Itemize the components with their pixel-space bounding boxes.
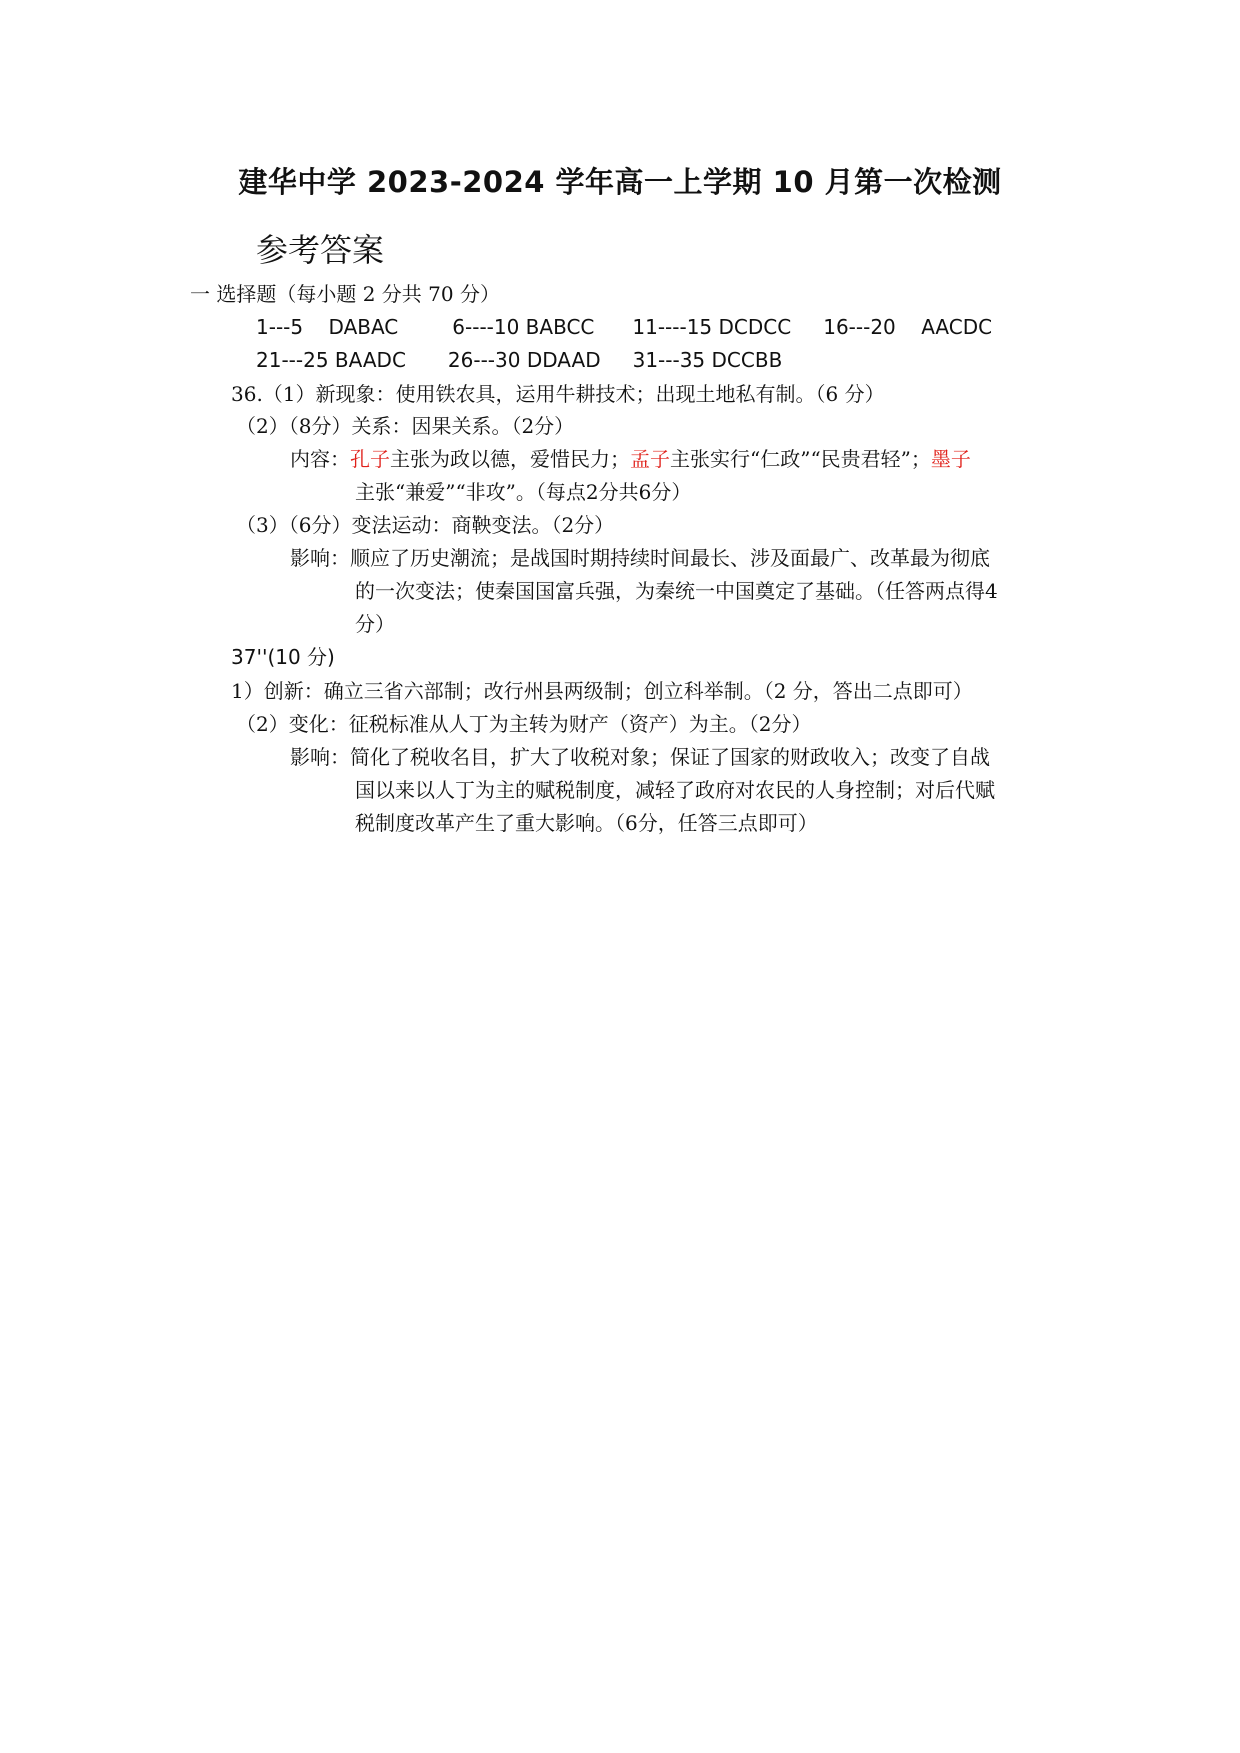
answers-row-1 — [256, 317, 992, 337]
section1-heading: 一 选择题（每小题 2 分共 70 分） — [190, 282, 500, 306]
answer-group: 11----15 DCDCC — [632, 315, 792, 339]
answers-row-2 — [256, 350, 782, 370]
document-title: 建华中学 2023-2024 学年高一上学期 10 月第一次检测 — [238, 165, 1002, 199]
q36-part3-effect-line2: 的一次变法；使秦国国富兵强，为秦统一中国奠定了基础。（任答两点得4 — [355, 579, 998, 603]
q37-part2-effect-line3: 税制度改革产生了重大影响。（6分，任答三点即可） — [355, 811, 818, 835]
q37-part2-label: （2）变化：征税标准从人丁为主转为财产（资产）为主。（2分） — [236, 712, 812, 736]
answer-group: 6----10 BABCC — [452, 315, 595, 339]
q36-part2-content-line1 — [290, 449, 971, 469]
document-subtitle: 参考答案 — [256, 231, 385, 269]
q37-part2-effect-line2: 国以来以人丁为主的赋税制度，减轻了政府对农民的人身控制；对后代赋 — [355, 778, 995, 802]
q37-part2-effect-line1: 影响：简化了税收名目，扩大了收税对象；保证了国家的财政收入；改变了自战 — [290, 745, 990, 769]
content-text: 主张为政以德，爱惜民力； — [390, 447, 630, 471]
q36-part1: 36.（1）新现象：使用铁农具，运用牛耕技术；出现土地私有制。（6 分） — [231, 382, 885, 406]
answer-group: 1---5 DABAC — [256, 315, 399, 339]
answer-group: 31---35 DCCBB — [632, 348, 783, 372]
q37-heading: 37''(10 分) — [231, 645, 335, 669]
q36-part2-content-line2: 主张“兼爱”“非攻”。（每点2分共6分） — [355, 480, 692, 504]
answer-group: 16---20 AACDC — [823, 315, 993, 339]
name-mozi: 墨子 — [930, 447, 971, 471]
answer-group: 26---30 DDAAD — [447, 348, 601, 372]
content-prefix: 内容： — [290, 447, 350, 471]
q36-part2-label: （2）（8分）关系：因果关系。（2分） — [236, 414, 575, 438]
q36-part3-label: （3）（6分）变法运动：商鞅变法。（2分） — [236, 513, 615, 537]
content-text: 主张实行“仁政”“民贵君轻”； — [670, 447, 931, 471]
name-kongzi: 孔子 — [350, 447, 390, 471]
name-mengzi: 孟子 — [630, 447, 670, 471]
q36-part3-effect-line3: 分） — [355, 612, 395, 636]
answer-group: 21---25 BAADC — [256, 348, 406, 372]
q36-part3-effect-line1: 影响：顺应了历史潮流；是战国时期持续时间最长、涉及面最广、改革最为彻底 — [290, 546, 990, 570]
q37-part1: 1）创新：确立三省六部制；改行州县两级制；创立科举制。（2 分，答出二点即可） — [231, 679, 973, 703]
